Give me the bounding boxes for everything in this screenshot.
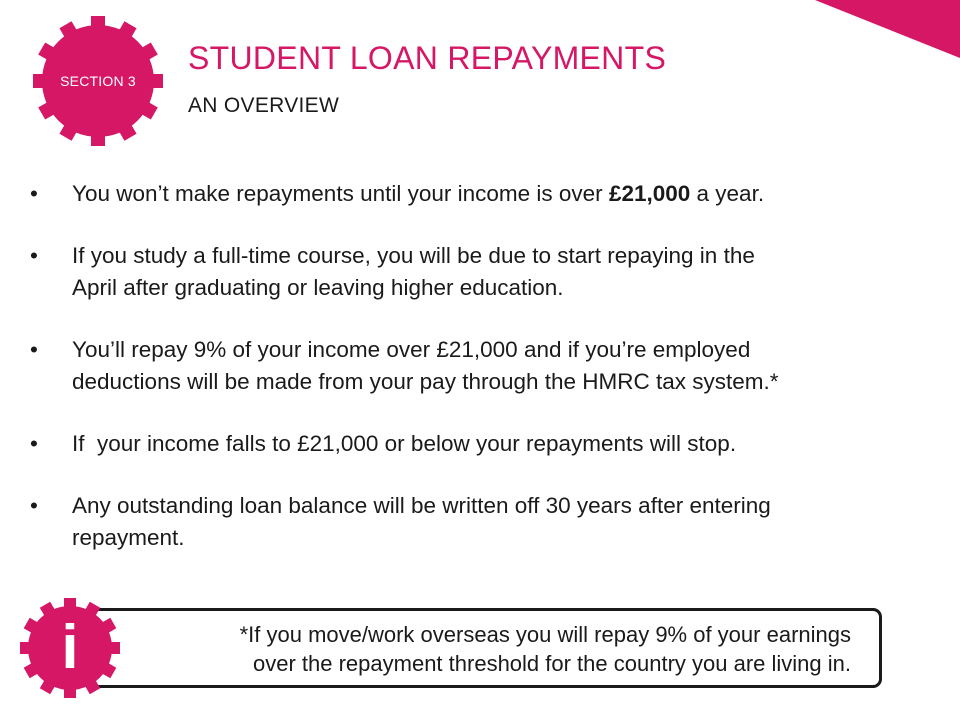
list-item xyxy=(0,240,930,304)
bullet-marker: • xyxy=(30,493,38,518)
page-title: STUDENT LOAN REPAYMENTS xyxy=(188,40,667,76)
list-item xyxy=(0,490,930,554)
bullet-marker: • xyxy=(30,337,38,362)
bullet-text: If your income falls to £21,000 or below your repayments will stop. xyxy=(72,431,737,456)
bullet-line: repayment. xyxy=(72,525,185,550)
bullet-text: You won’t make repayments until your income is over xyxy=(72,181,609,206)
bullet-marker: • xyxy=(30,431,38,456)
bullet-line: You’ll repay 9% of your income over £21,000 and if you’re employed xyxy=(72,337,751,362)
bullet-marker: • xyxy=(30,243,38,268)
list-item xyxy=(0,334,930,398)
bullet-line: April after graduating or leaving higher education. xyxy=(72,275,564,300)
bullet-marker: • xyxy=(30,181,38,206)
info-note-line: over the repayment threshold for the country you are living in. xyxy=(253,651,851,676)
bullet-line: If you study a full-time course, you will be due to start repaying in the xyxy=(72,243,755,268)
section-badge xyxy=(33,16,163,146)
page-subtitle: AN OVERVIEW xyxy=(188,94,340,117)
section-badge-label: SECTION 3 xyxy=(60,73,136,89)
info-icon xyxy=(20,598,120,698)
info-callout xyxy=(88,608,882,688)
info-note-text xyxy=(91,620,851,678)
bullet-line: deductions will be made from your pay through the HMRC tax system.* xyxy=(72,369,779,394)
bullet-emphasis: £21,000 xyxy=(608,181,691,206)
info-note-line: *If you move/work overseas you will repay 9% of your earnings xyxy=(239,622,851,647)
bullet-text-end: a year. xyxy=(690,181,765,206)
list-item xyxy=(0,428,930,460)
bullet-line: Any outstanding loan balance will be written off 30 years after entering xyxy=(72,493,771,518)
info-glyph: i xyxy=(61,613,79,682)
bullet-list xyxy=(0,178,930,584)
list-item xyxy=(0,178,930,210)
